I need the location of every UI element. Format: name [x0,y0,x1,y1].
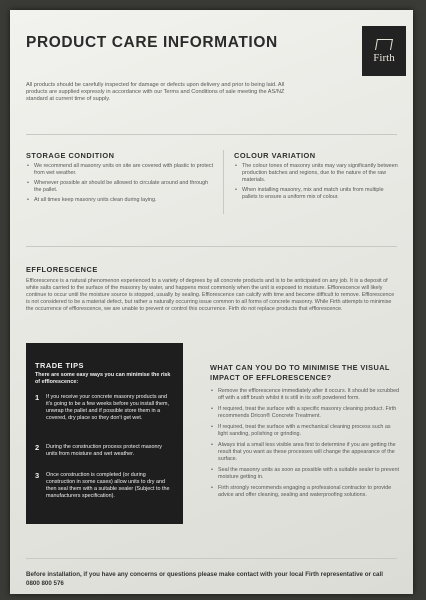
minimise-heading: WHAT CAN YOU DO TO MINIMISE THE VISUAL IMPACT OF EFFLORESCENCE? [210,363,390,382]
minimise-item: • Always trial a small less visible area first to determine if you are getting the result that you want as these processes will change the appearance of the surface. [218,442,400,463]
trade-tips-heading: TRADE TIPS [35,361,84,370]
logo-wordmark: Firth [373,51,395,64]
minimise-section [210,363,400,503]
product-care-sheet [10,10,413,594]
column-divider [223,150,224,214]
tip-number: 3 [35,471,40,480]
efflorescence-text: Efflorescence is a natural phenomenon experienced to a variety of degrees by all concrete products and is to be anticipated on any job. It is a deposit of white salts carried to the surface of the masonry by water, and happens most commonly when the unit is exposed to moisture. Efflorescence will likely continue to occur until the moisture source is stopped, usually by sealing. Efflorescence can calcify with time and become difficult to remove. Efflorescence is not considered to be a material defect, but rather a naturally occurring issue common to all forms of concrete masonry. While Firth attempts to minimise the occurrence of efflorescence, we are unable to prevent or control this occurrence. Firth do not replace products that efflorescence. [26,278,395,313]
tip-text: Once construction is completed (or during construction in some cases) allow units to dry and then seal them with a suitable sealer (Subject to the manufacturers specification). [46,472,170,499]
tip-text: During the construction process protect masonry units from moisture and wet weather. [46,444,162,457]
roof-icon [375,39,393,50]
minimise-item: • Remove the efflorescence immediately after it occurs. It should be scrubbed off with a stiff brush whilst it is still in its soft powdered form. [218,388,400,402]
minimise-item: • If required, treat the surface with a mechanical cleaning process such as light sanding, polishing or grinding. [218,424,400,438]
storage-item: • At all times keep masonry units clean during laying. [34,197,216,204]
storage-heading: STORAGE CONDITION [26,151,115,160]
trade-tips-subheading: There are some easy ways you can minimise the risk of efflorescence: [35,372,171,385]
colour-heading: COLOUR VARIATION [234,151,316,160]
storage-item: • Whenever possible air should be allowed to circulate around and through the pallet. [34,180,216,194]
colour-section [234,163,400,204]
section-divider [26,558,397,559]
trade-tips-box [26,343,183,524]
section-divider [26,134,397,135]
page-title: PRODUCT CARE INFORMATION [26,34,278,51]
tip-text: If you receive your concrete masonry products and it's going to be a few weeks before you install them, unwrap the pallet and if possible store them in a covered, dry place so they don't get wet. [46,394,169,421]
minimise-item: • Seal the masonry units as soon as possible with a suitable sealer to prevent moisture getting in. [218,467,400,481]
colour-item: • The colour tones of masonry units may vary significantly between production batches and regions, due to the nature of the raw materials. [242,163,400,184]
contact-footer: Before installation, if you have any concerns or questions please make contact with your local Firth representative or call 0800 800 576 [26,571,383,587]
storage-item: • We recommend all masonry units on site are covered with plastic to protect from wet weather. [34,163,216,177]
minimise-item: • Firth strongly recommends engaging a professional contractor to provide advice and offer cleaning, sealing and waterproofing solutions. [218,485,400,499]
section-divider [26,246,397,247]
intro-text: All products should be carefully inspected for damage or defects upon delivery and prior to being laid. All products are supplied expressly in accordance with our Terms and Conditions of sale meeting the AS/NZ standard at current time of supply. [26,82,285,103]
firth-logo [362,26,406,76]
tip-number: 1 [35,393,40,402]
efflorescence-heading: EFFLORESCENCE [26,265,98,274]
tip-number: 2 [35,443,40,452]
colour-item: • When installing masonry, mix and match units from multiple pallets to ensure a uniform mix of colour. [242,187,400,201]
minimise-item: • If required, treat the surface with a specific masonry cleaning product. Firth recommends Dricon® Concrete Treatment. [218,406,400,420]
storage-section [26,163,216,207]
